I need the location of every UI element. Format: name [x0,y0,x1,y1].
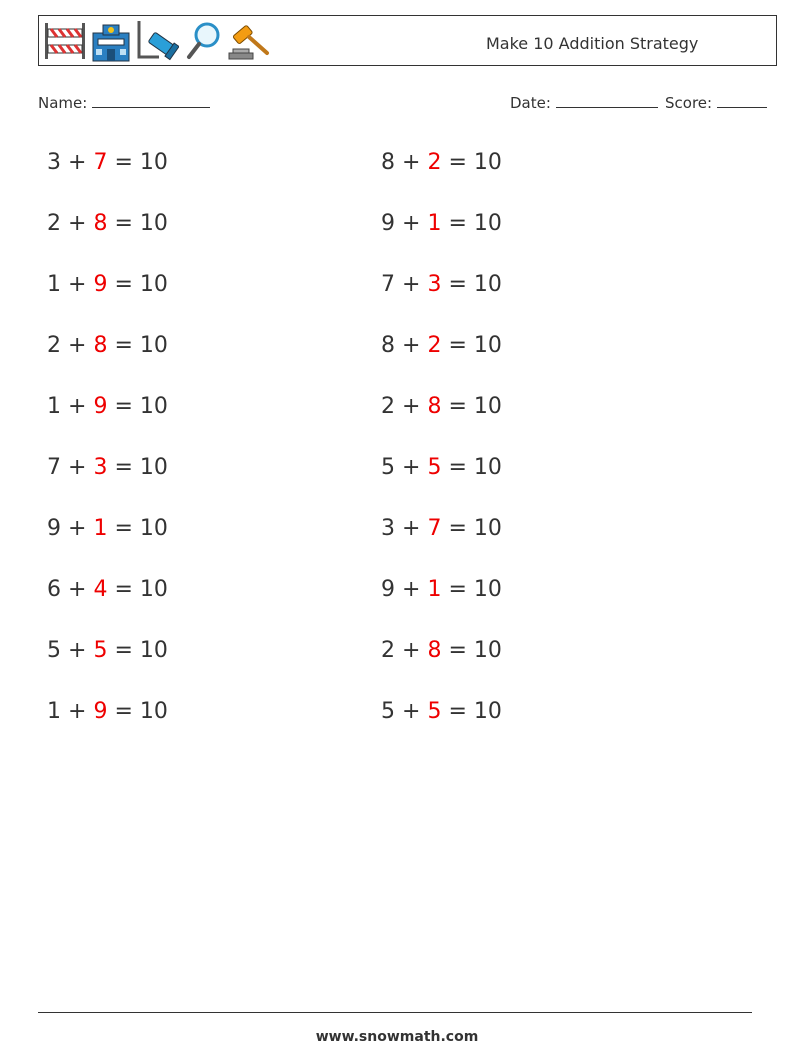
plus-sign: + [402,577,421,602]
addend-b: 9 [93,699,108,724]
equals-sign: = [114,272,133,297]
addend-b: 8 [427,394,442,419]
problem-item [381,150,502,175]
sum-value: 10 [473,211,502,236]
addend-a: 8 [381,150,395,175]
addend-a: 7 [381,272,395,297]
equals-sign: = [114,577,133,602]
problem-item [381,638,502,663]
addend-b: 5 [427,455,442,480]
equals-sign: = [448,394,467,419]
sum-value: 10 [473,272,502,297]
equals-sign: = [448,455,467,480]
addend-a: 5 [381,455,395,480]
plus-sign: + [402,699,421,724]
addend-a: 3 [381,516,395,541]
addend-a: 7 [47,455,61,480]
problem-item [47,272,168,297]
addend-a: 2 [381,394,395,419]
equals-sign: = [114,455,133,480]
sum-value: 10 [139,699,168,724]
problem-item [381,455,502,480]
equals-sign: = [448,211,467,236]
addend-a: 8 [381,333,395,358]
plus-sign: + [68,150,87,175]
plus-sign: + [402,455,421,480]
plus-sign: + [68,211,87,236]
addend-b: 5 [93,638,108,663]
barrier-icon [43,19,87,63]
sum-value: 10 [473,516,502,541]
addend-a: 1 [47,699,61,724]
plus-sign: + [402,272,421,297]
addend-b: 1 [427,577,442,602]
worksheet-header [38,15,777,66]
sum-value: 10 [139,211,168,236]
addend-b: 9 [93,272,108,297]
plus-sign: + [68,333,87,358]
header-icons [43,19,273,63]
plus-sign: + [68,699,87,724]
equals-sign: = [448,333,467,358]
problem-item [381,211,502,236]
problem-item [47,455,168,480]
addend-b: 3 [427,272,442,297]
problem-item [47,211,168,236]
sum-value: 10 [473,394,502,419]
date-field[interactable] [510,93,658,112]
addend-a: 3 [47,150,61,175]
addend-b: 8 [427,638,442,663]
equals-sign: = [114,638,133,663]
sum-value: 10 [473,699,502,724]
score-field[interactable] [665,93,767,112]
problem-item [381,577,502,602]
sum-value: 10 [473,333,502,358]
equals-sign: = [114,516,133,541]
addend-b: 3 [93,455,108,480]
problem-item [47,150,168,175]
addend-b: 8 [93,333,108,358]
problem-item [381,516,502,541]
addend-b: 1 [427,211,442,236]
equals-sign: = [114,333,133,358]
equals-sign: = [114,699,133,724]
sum-value: 10 [139,455,168,480]
sum-value: 10 [139,516,168,541]
score-label: Score: [665,94,713,112]
footer-divider [38,1012,752,1013]
date-label: Date: [510,94,551,112]
plus-sign: + [68,455,87,480]
plus-sign: + [68,638,87,663]
addend-a: 2 [47,333,61,358]
equals-sign: = [448,699,467,724]
sum-value: 10 [139,272,168,297]
addend-b: 7 [427,516,442,541]
addend-a: 9 [381,211,395,236]
police-station-icon [89,19,133,63]
name-line[interactable] [92,93,210,108]
sum-value: 10 [473,150,502,175]
equals-sign: = [448,638,467,663]
gavel-icon [227,19,271,63]
addend-b: 2 [427,333,442,358]
sum-value: 10 [139,394,168,419]
plus-sign: + [402,211,421,236]
plus-sign: + [68,577,87,602]
plus-sign: + [402,516,421,541]
sum-value: 10 [139,577,168,602]
addend-a: 5 [47,638,61,663]
sum-value: 10 [139,150,168,175]
addend-b: 9 [93,394,108,419]
equals-sign: = [114,211,133,236]
addend-b: 2 [427,150,442,175]
addend-b: 8 [93,211,108,236]
addend-a: 2 [47,211,61,236]
equals-sign: = [448,577,467,602]
magnifying-glass-icon [181,19,225,63]
equals-sign: = [448,150,467,175]
problem-item [381,394,502,419]
name-field[interactable] [38,93,210,112]
date-line[interactable] [556,93,658,108]
name-label: Name: [38,94,88,112]
plus-sign: + [402,150,421,175]
sum-value: 10 [473,638,502,663]
addend-a: 6 [47,577,61,602]
addend-a: 1 [47,272,61,297]
problem-item [381,272,502,297]
problem-item [47,638,168,663]
addend-b: 4 [93,577,108,602]
sum-value: 10 [139,333,168,358]
problem-item [381,333,502,358]
problem-item [381,699,502,724]
plus-sign: + [68,394,87,419]
plus-sign: + [402,638,421,663]
problem-item [47,333,168,358]
plus-sign: + [68,272,87,297]
addend-a: 9 [47,516,61,541]
equals-sign: = [448,272,467,297]
addend-b: 1 [93,516,108,541]
equals-sign: = [448,516,467,541]
problem-item [47,394,168,419]
addend-a: 5 [381,699,395,724]
problem-item [47,516,168,541]
equals-sign: = [114,150,133,175]
addend-a: 2 [381,638,395,663]
addend-a: 9 [381,577,395,602]
sum-value: 10 [473,577,502,602]
sum-value: 10 [139,638,168,663]
sum-value: 10 [473,455,502,480]
flashlight-icon [135,19,179,63]
footer-website: www.snowmath.com [315,1029,479,1045]
addend-a: 1 [47,394,61,419]
equals-sign: = [114,394,133,419]
addend-b: 5 [427,699,442,724]
problem-item [47,577,168,602]
worksheet-title: Make 10 Addition Strategy [486,34,699,53]
score-line[interactable] [717,93,767,108]
addend-b: 7 [93,150,108,175]
plus-sign: + [402,333,421,358]
plus-sign: + [402,394,421,419]
plus-sign: + [68,516,87,541]
problem-item [47,699,168,724]
